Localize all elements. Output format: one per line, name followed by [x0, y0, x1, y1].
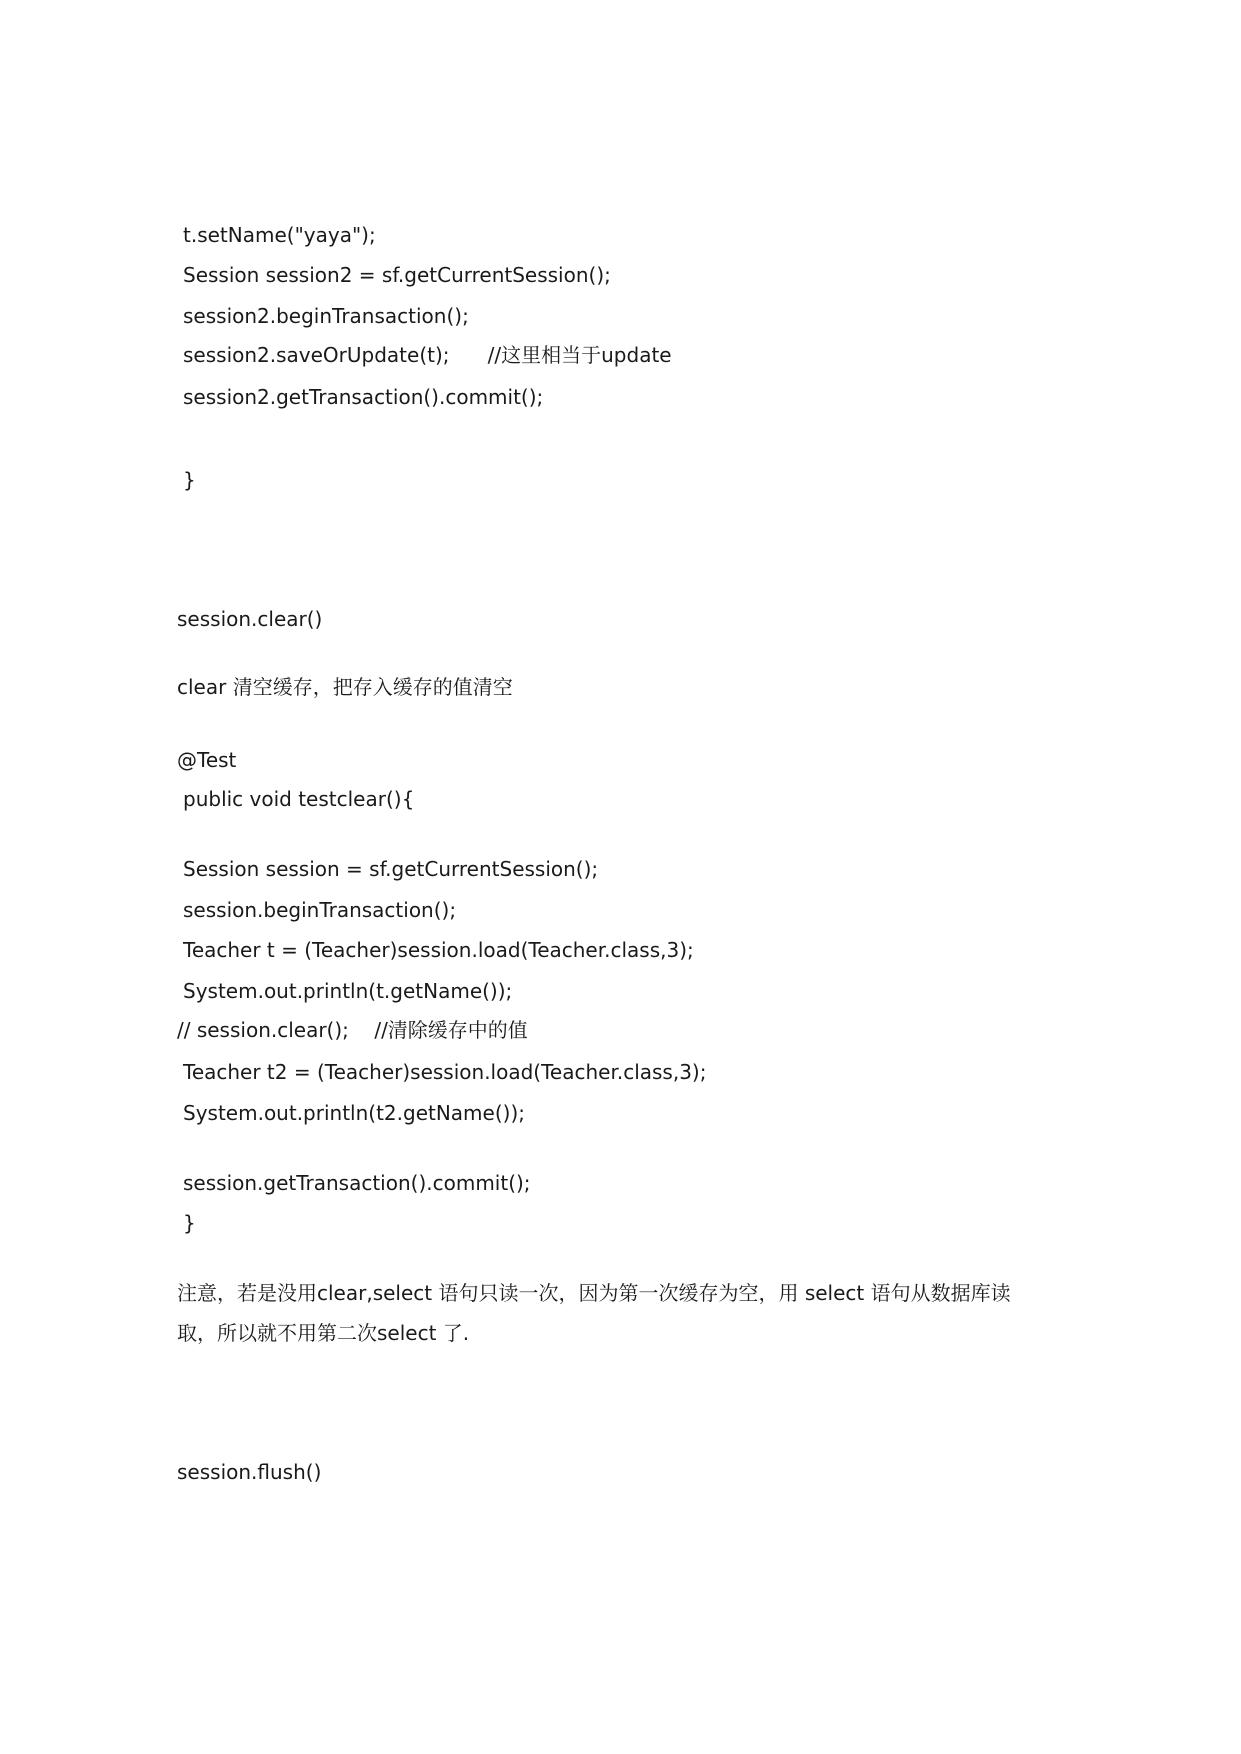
code-line: @Test — [177, 748, 237, 772]
code-line: session.beginTransaction(); — [183, 898, 457, 922]
code-line: Session session = sf.getCurrentSession(); — [183, 857, 599, 881]
section-heading-flush: session.flush() — [177, 1460, 322, 1484]
code-line: } — [183, 468, 196, 492]
code-line: session2.getTransaction().commit(); — [183, 385, 544, 409]
code-line: Teacher t = (Teacher)session.load(Teacher.class,3); — [183, 938, 694, 962]
note-paragraph-line: 取，所以就不用第二次select 了. — [177, 1321, 470, 1345]
code-line: public void testclear(){ — [183, 787, 415, 811]
code-line: } — [183, 1211, 196, 1235]
section-heading-clear: session.clear() — [177, 607, 323, 631]
code-line: System.out.println(t.getName()); — [183, 979, 513, 1003]
code-line: Teacher t2 = (Teacher)session.load(Teacher.class,3); — [183, 1060, 707, 1084]
code-line: session2.beginTransaction(); — [183, 304, 469, 328]
code-line: System.out.println(t2.getName()); — [183, 1101, 525, 1125]
note-paragraph-line: 注意，若是没用clear,select 语句只读一次，因为第一次缓存为空，用 select 语句从数据库读 — [177, 1281, 1011, 1305]
code-line: t.setName("yaya"); — [183, 223, 376, 247]
code-line: Session session2 = sf.getCurrentSession(); — [183, 263, 611, 287]
code-line-commented: // session.clear(); //清除缓存中的值 — [177, 1018, 528, 1042]
code-line: session.getTransaction().commit(); — [183, 1171, 531, 1195]
code-line: session2.saveOrUpdate(t); //这里相当于update — [183, 343, 672, 367]
clear-description: clear 清空缓存，把存入缓存的值清空 — [177, 675, 513, 699]
